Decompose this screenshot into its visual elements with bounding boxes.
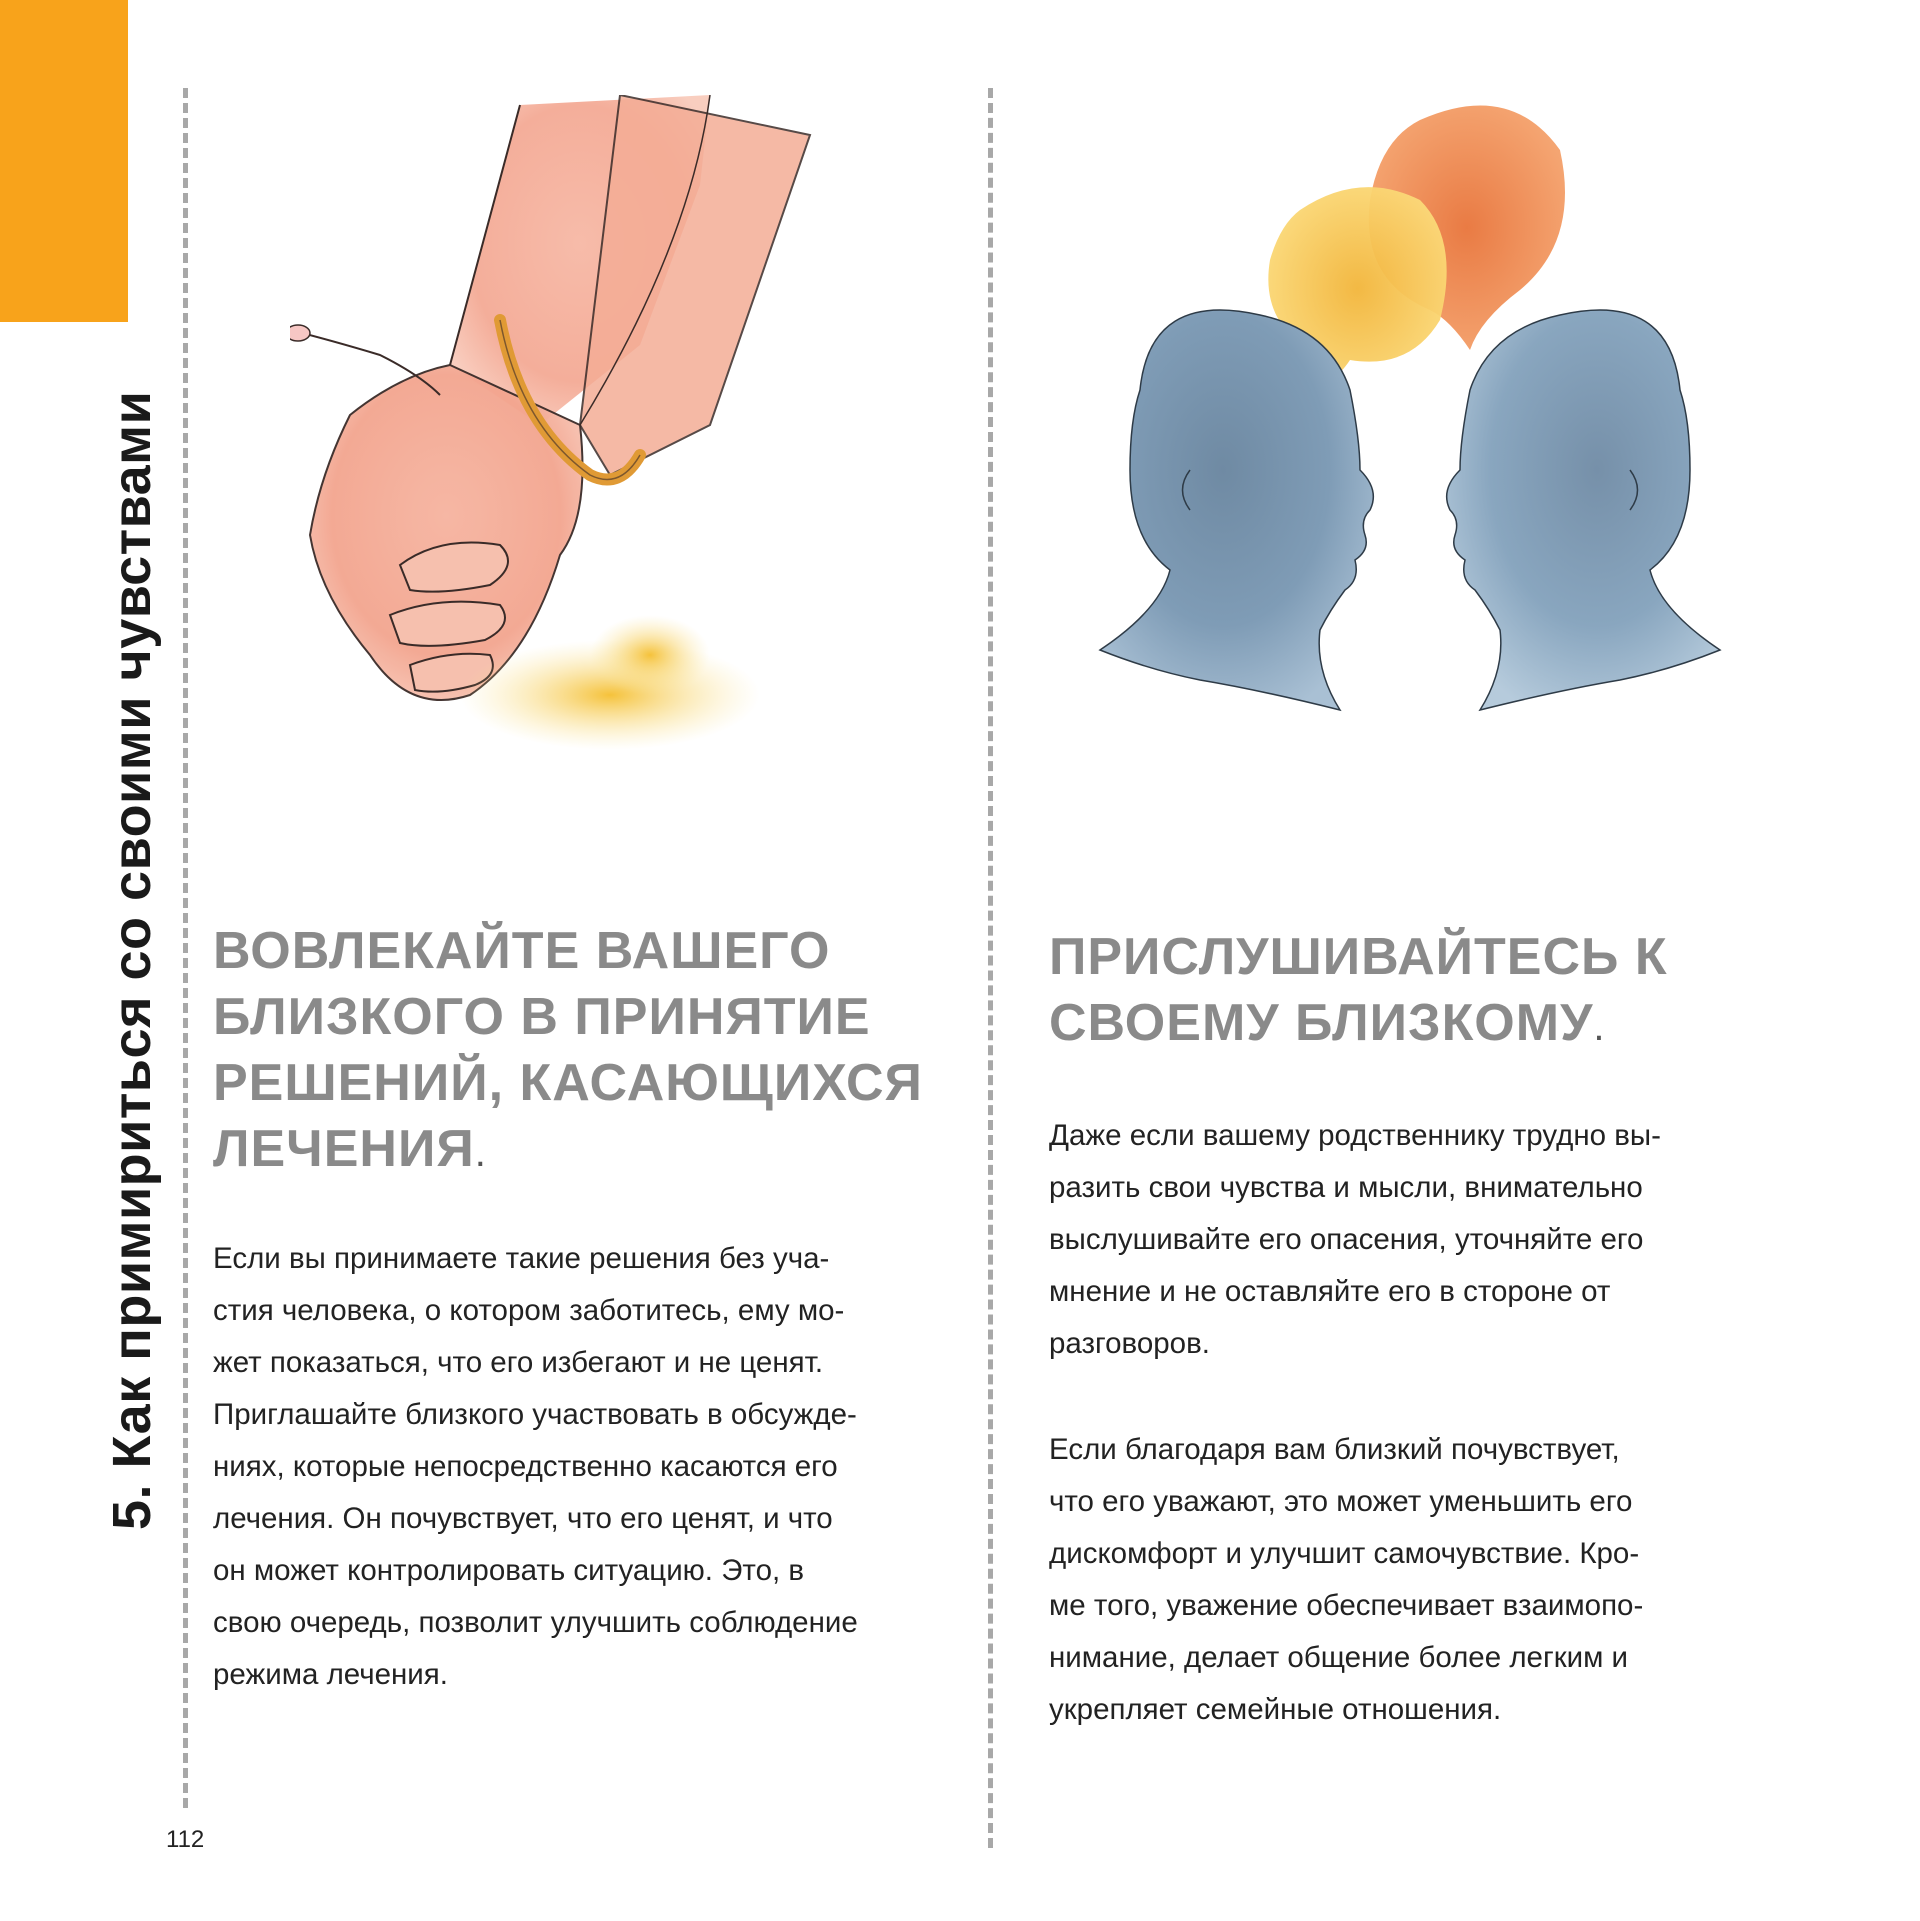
left-heading-dot: .	[474, 1131, 487, 1175]
right-heading	[1049, 924, 1809, 1060]
right-paragraph-1: Даже если вашему родственнику трудно вы- разить свои чувства и мысли, внимательно выслушивайте его опасения, уточняйте его мнение и не оставляйте его в стороне от разговоров.	[1049, 1119, 1661, 1360]
chapter-title: 5. Как примириться со своими чувствами	[102, 390, 162, 1530]
right-paragraph-2: Если благодаря вам близкий почувствует, что его уважают, это может уменьшить его дискомфорт и улучшит самочувствие. Кро- ме того, уважение обеспечивает взаимопо- нимание, делает общение более легким и укрепляет семейные отношения.	[1049, 1433, 1644, 1726]
left-dashed-divider	[183, 88, 188, 1808]
left-heading	[213, 918, 933, 1186]
left-paragraph: Если вы принимаете такие решения без уча- стия человека, о котором заботитесь, ему мо- жет показаться, что его избегают и не ценят. Приглашайте близкого участвовать в обсужде- ниях, которые непосредственно касаются его лечения. Он почувствует, что его ценят, и что он может контролировать ситуацию. Это, в свою очередь, позволит улучшить соблюдение режима лечения.	[213, 1242, 858, 1691]
right-heading-dot: .	[1593, 1005, 1606, 1049]
left-heading-text: ВОВЛЕКАЙТЕ ВАШЕГО БЛИЗКОГО В ПРИНЯТИЕ РЕШЕНИЙ, КАСАЮЩИХСЯ ЛЕЧЕНИЯ	[213, 922, 923, 1178]
holding-hands-illustration	[290, 95, 860, 775]
two-heads-speech-bubbles-illustration	[1060, 90, 1760, 770]
page-number: 112	[166, 1826, 205, 1853]
right-heading-text: ПРИСЛУШИВАЙТЕСЬ К СВОЕМУ БЛИЗКОМУ	[1049, 928, 1668, 1052]
chapter-tab	[0, 0, 128, 322]
center-dashed-divider	[988, 88, 993, 1848]
